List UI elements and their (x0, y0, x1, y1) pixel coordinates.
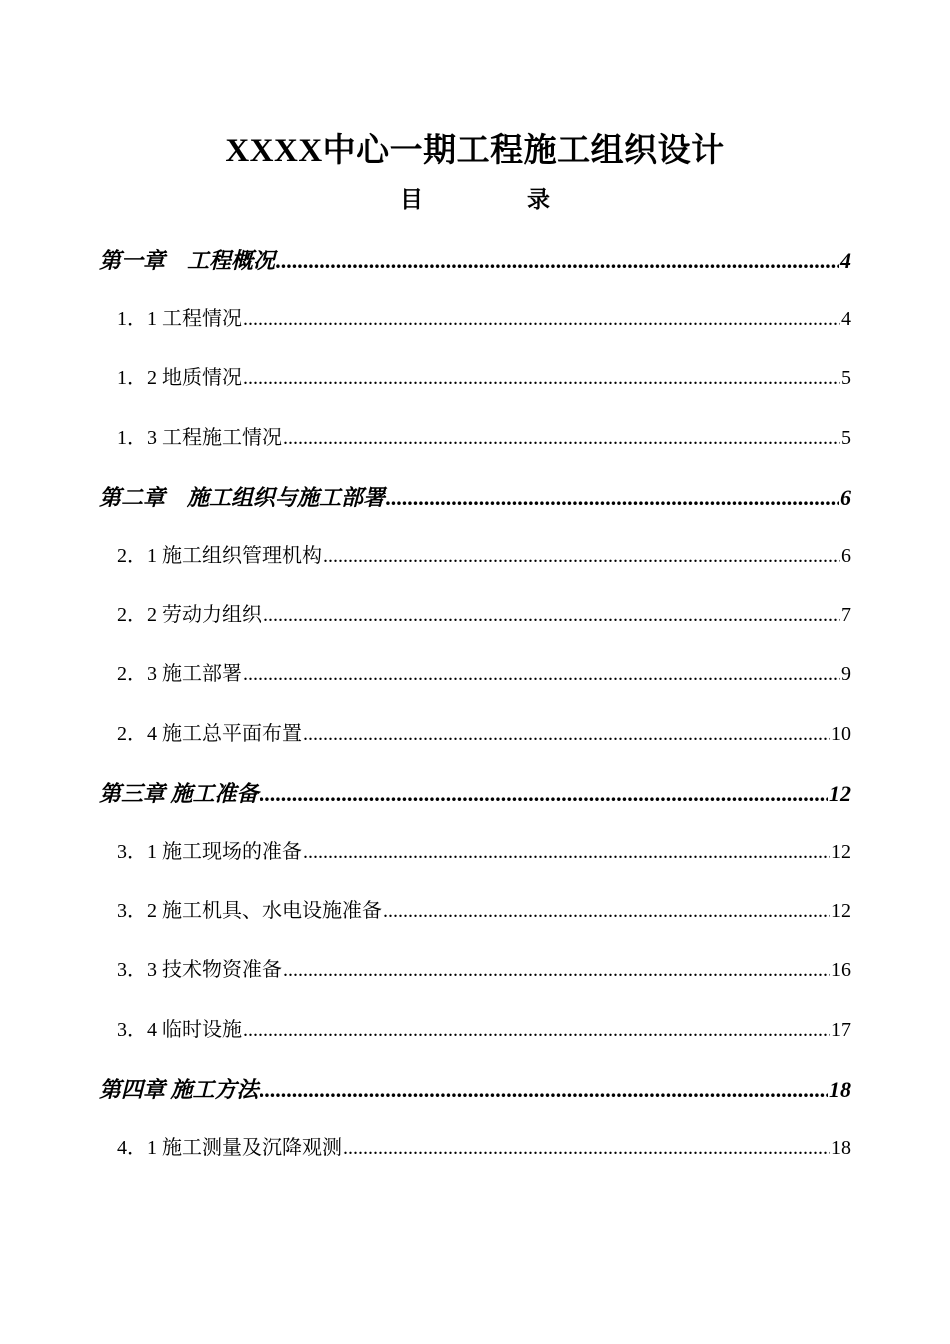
toc-page-number: 18 (831, 1137, 851, 1159)
toc-chapter-entry[interactable] (99, 482, 851, 514)
toc-section-entry[interactable] (117, 955, 851, 985)
toc-entry-label: 2．2 劳动力组织 (117, 604, 262, 626)
toc-dot-leader (243, 1015, 830, 1045)
toc-heading-left: 目 (400, 187, 423, 213)
toc-section-entry[interactable] (117, 837, 851, 867)
toc-dot-leader (260, 778, 828, 810)
toc-page-number: 12 (831, 841, 851, 863)
toc-entry-label: 3．4 临时设施 (117, 1019, 242, 1041)
toc-page-number: 5 (841, 367, 851, 389)
toc-section-entry[interactable] (117, 423, 851, 453)
toc-dot-leader (323, 541, 840, 571)
toc-entry-label: 第四章 施工方法 (99, 1077, 259, 1102)
toc-dot-leader (243, 363, 840, 393)
toc-entry-label: 4．1 施工测量及沉降观测 (117, 1137, 342, 1159)
toc-section-entry[interactable] (117, 719, 851, 749)
toc-dot-leader (343, 1133, 830, 1163)
toc-heading-right: 录 (527, 187, 550, 213)
toc-dot-leader (383, 896, 830, 926)
toc-page-number: 10 (831, 723, 851, 745)
toc-dot-leader (243, 304, 840, 334)
toc-entry-label: 2．4 施工总平面布置 (117, 723, 302, 745)
toc-dot-leader (283, 955, 830, 985)
toc-dot-leader (263, 600, 840, 630)
toc-entry-label: 1．2 地质情况 (117, 367, 242, 389)
toc-section-entry[interactable] (117, 659, 851, 689)
toc-page-number: 6 (840, 485, 851, 510)
toc-entry-label: 3．1 施工现场的准备 (117, 841, 302, 863)
document-title: XXXX中心一期工程施工组织设计 (225, 133, 725, 169)
toc-section-entry[interactable] (117, 1015, 851, 1045)
toc-dot-leader (243, 659, 840, 689)
toc-chapter-entry[interactable] (99, 778, 851, 810)
toc-page-number: 4 (841, 308, 851, 330)
toc-entry-label: 1．1 工程情况 (117, 308, 242, 330)
toc-page-number: 6 (841, 545, 851, 567)
toc-dot-leader (303, 837, 830, 867)
toc-section-entry[interactable] (117, 363, 851, 393)
toc-entry-label: 3．3 技术物资准备 (117, 959, 282, 981)
toc-dot-leader (276, 245, 839, 277)
toc-section-entry[interactable] (117, 896, 851, 926)
toc-page-number: 4 (840, 248, 851, 273)
toc-page-number: 12 (829, 781, 851, 806)
toc-dot-leader (303, 719, 830, 749)
toc-dot-leader (260, 1074, 828, 1106)
toc-entry-label: 第三章 施工准备 (99, 781, 259, 806)
toc-section-entry[interactable] (117, 600, 851, 630)
toc-entry-label: 2．1 施工组织管理机构 (117, 545, 322, 567)
toc-chapter-entry[interactable] (99, 245, 851, 277)
toc-entry-label: 2．3 施工部署 (117, 663, 242, 685)
toc-section-entry[interactable] (117, 541, 851, 571)
toc-section-entry[interactable] (117, 1133, 851, 1163)
toc-entry-label: 第二章 施工组织与施工部署 (99, 485, 386, 510)
toc-page-number: 18 (829, 1077, 851, 1102)
toc-entry-label: 第一章 工程概况 (99, 248, 276, 273)
toc-entry-label: 1．3 工程施工情况 (117, 427, 282, 449)
toc-page-number: 7 (841, 604, 851, 626)
toc-entry-label: 3．2 施工机具、水电设施准备 (117, 900, 382, 922)
toc-page-number: 12 (831, 900, 851, 922)
toc-page-number: 16 (831, 959, 851, 981)
toc-dot-leader (386, 482, 839, 514)
toc-page-number: 17 (831, 1019, 851, 1041)
toc-section-entry[interactable] (117, 304, 851, 334)
toc-page-number: 5 (841, 427, 851, 449)
toc-page-number: 9 (841, 663, 851, 685)
toc-chapter-entry[interactable] (99, 1074, 851, 1106)
toc-dot-leader (283, 423, 840, 453)
